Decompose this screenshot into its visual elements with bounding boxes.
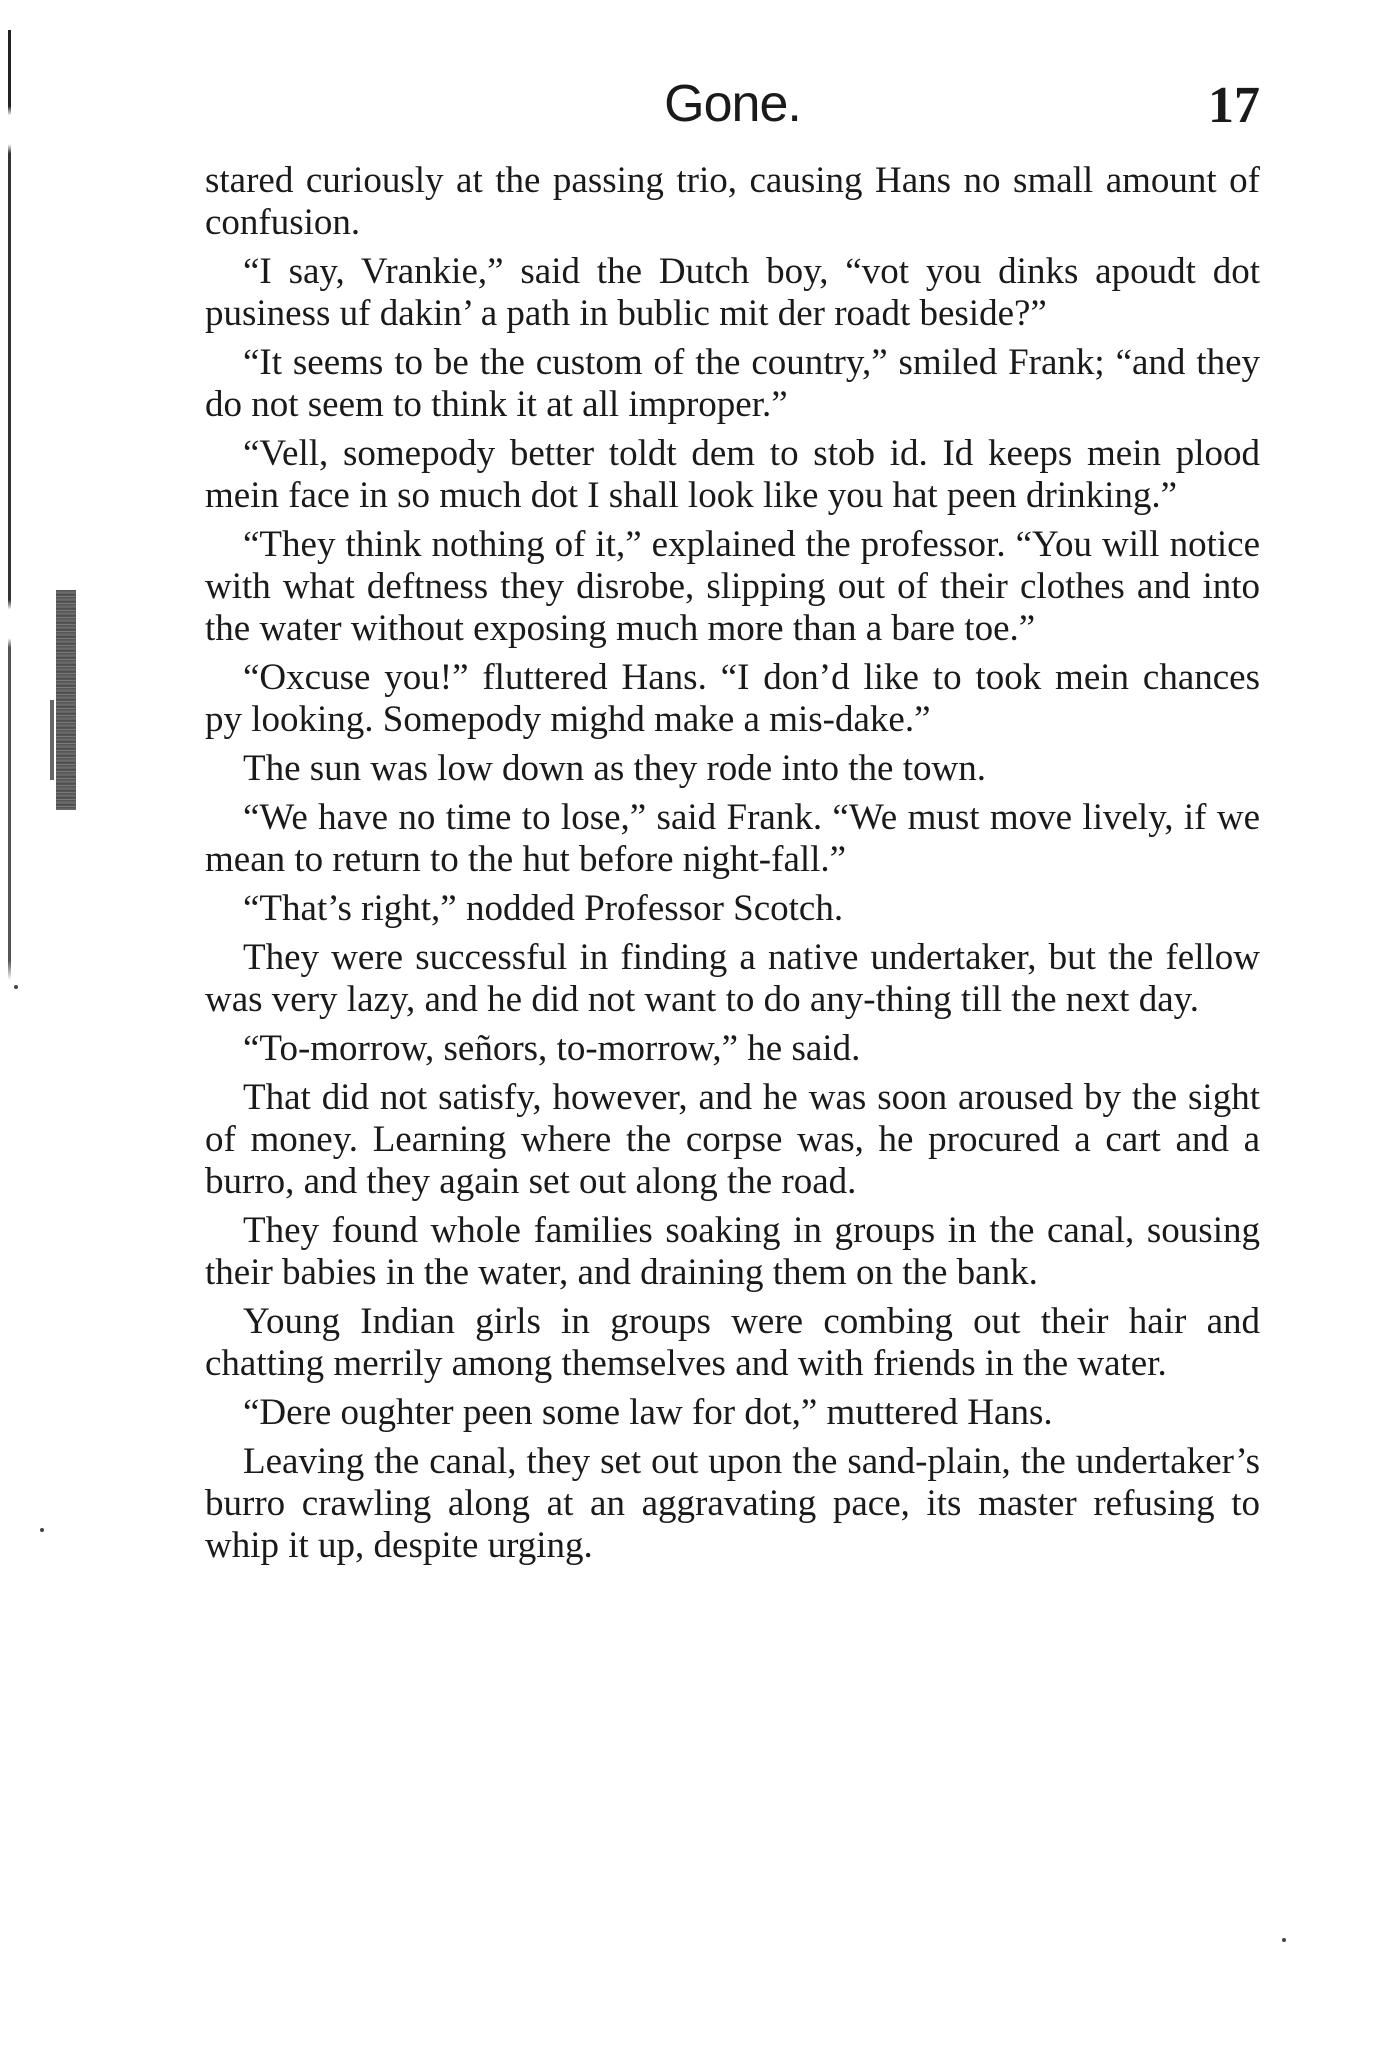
- running-head: Gone.: [664, 75, 801, 133]
- paragraph: Leaving the canal, they set out upon the sand-plain, the undertaker’s burro crawling along at an aggravating pace, its master refusing to whip it up, despite urging.: [205, 1441, 1260, 1566]
- paragraph: “They think nothing of it,” explained the professor. “You will notice with what deftness they disrobe, slipping out of their clothes and into the water without exposing much more than a bare toe.”: [205, 524, 1260, 649]
- paragraph: “To-morrow, señors, to-morrow,” he said.: [243, 1028, 861, 1069]
- page-number: 17: [1208, 77, 1260, 134]
- paragraph: “Vell, somepody better toldt dem to stob id. Id keeps mein plood mein face in so much dot I shall look like you hat peen drinking.”: [205, 433, 1260, 516]
- paragraph: “That’s right,” nodded Professor Scotch.: [243, 888, 844, 929]
- scan-artifact: [56, 590, 76, 810]
- paragraph: They were successful in finding a native undertaker, but the fellow was very lazy, and he did not want to do any-thing till the next day.: [205, 937, 1260, 1020]
- scan-artifact-thin: [50, 700, 54, 780]
- page-header: [205, 70, 1260, 150]
- paragraph: That did not satisfy, however, and he was soon aroused by the sight of money. Learning where the corpse was, he procured a cart and a burro, and they again set out along the road.: [205, 1077, 1260, 1202]
- paragraph: “Oxcuse you!” fluttered Hans. “I don’d like to took mein chances py looking. Somepody mighd make a mis-dake.”: [205, 657, 1260, 740]
- paragraph: Young Indian girls in groups were combing out their hair and chatting merrily among themselves and with friends in the water.: [205, 1301, 1260, 1384]
- paragraph: “I say, Vrankie,” said the Dutch boy, “vot you dinks apoudt dot pusiness uf dakin’ a path in bublic mit der roadt beside?”: [205, 251, 1260, 334]
- paragraph: “Dere oughter peen some law for dot,” muttered Hans.: [243, 1392, 1053, 1433]
- body-text: [205, 160, 1260, 1574]
- scan-binding-edge: [8, 30, 11, 980]
- paragraph: stared curiously at the passing trio, causing Hans no small amount of confusion.: [205, 160, 1260, 243]
- paragraph: The sun was low down as they rode into the town.: [243, 748, 986, 789]
- paragraph: “We have no time to lose,” said Frank. “We must move lively, if we mean to return to the hut before night-fall.”: [205, 797, 1260, 880]
- paragraph: “It seems to be the custom of the country,” smiled Frank; “and they do not seem to think it at all improper.”: [205, 342, 1260, 425]
- scan-speck: [40, 1528, 44, 1532]
- scan-speck: [1282, 1938, 1286, 1942]
- scan-speck: [14, 985, 18, 989]
- paragraph: They found whole families soaking in groups in the canal, sousing their babies in the water, and draining them on the bank.: [205, 1210, 1260, 1293]
